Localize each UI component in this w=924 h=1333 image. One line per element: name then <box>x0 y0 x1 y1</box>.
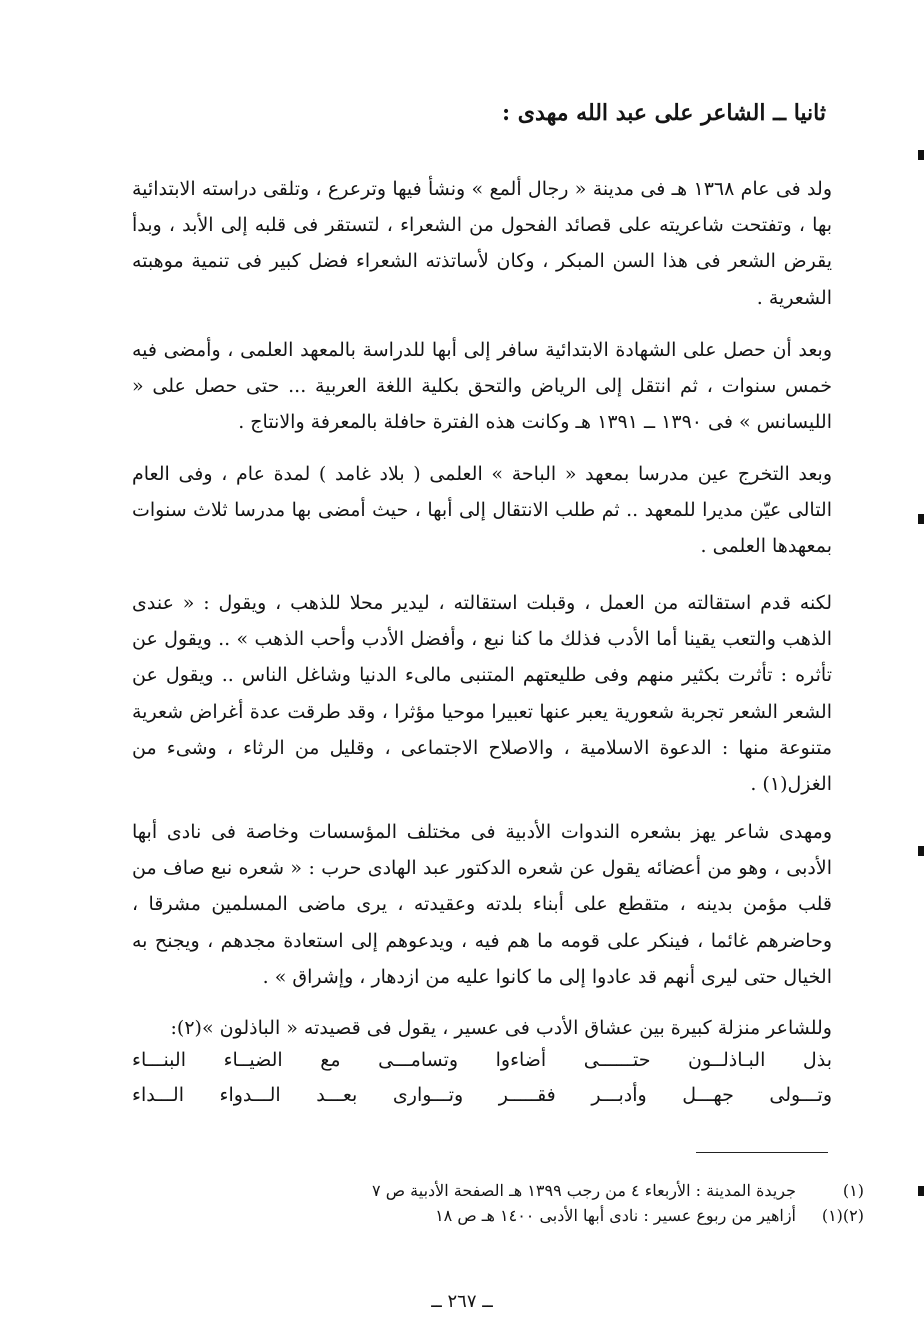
verse-word: وتسامـــى <box>378 1049 459 1071</box>
binding-mark <box>918 514 924 524</box>
paragraph-career: وبعد التخرج عين مدرسا بمعهد « الباحة » العلمى ( بلاد غامد ) لمدة عام ، وفى العام التالى عيّن مديرا للمعهد .. ثم طلب الانتقال إلى أبها ، حيث أمضى بها مدرسا ثلاث سنوات بمعهدها العلمى . <box>132 463 832 558</box>
verse-word: الـــدواء <box>219 1084 281 1106</box>
section-heading: ثانيا ــ الشاعر على عبد الله مهدى : <box>502 100 826 126</box>
binding-mark <box>918 150 924 160</box>
footnote-marker: (٢)(١) <box>821 1206 864 1225</box>
verse-word: فقـــــر <box>498 1084 556 1106</box>
verse-word: بذل <box>802 1049 832 1071</box>
footnote-text: أزاهير من ربوع عسير : نادى أبها الأدبى ١٤٠٠ هـ ص ١٨ <box>435 1206 796 1225</box>
verse-word: البـاذلــون <box>688 1049 766 1071</box>
verse-word: جهـــل <box>682 1084 734 1106</box>
verse-word: الـــداء <box>132 1084 184 1106</box>
footnote-1 <box>300 1178 864 1204</box>
verse-word: الضيــاء <box>223 1049 283 1071</box>
footnote-marker: (١) <box>842 1181 864 1200</box>
verse-word: بعـــد <box>316 1084 358 1106</box>
binding-mark <box>918 846 924 856</box>
paragraph-verse-intro: وللشاعر منزلة كبيرة بين عشاق الأدب فى عسير ، يقول فى قصيدته « الباذلون »(٢): <box>170 1017 832 1039</box>
verse-word: حتــــــى <box>583 1049 651 1071</box>
verse-line-2 <box>132 1077 832 1113</box>
verse-word: وأدبـــر <box>591 1084 647 1106</box>
paragraph-resignation: لكنه قدم استقالته من العمل ، وقبلت استقالته ، ليدير محلا للذهب ، ويقول : « عندى الذهب والتعب يقينا أما الأدب فذلك ما كنا نبع ، وأفضل الأدب وأحب الذهب » .. ويقول عن تأثره : تأثرت بكثير منهم وفى طليعتهم المتنبى مالىء الدنيا وشاغل الناس .. ويقول عن الشعر الشعر تجربة شعورية يعبر عنها تعبيرا موحيا مؤثرا ، وقد طرقت عدة أغراض شعرية متنوعة منها : الدعوة الاسلامية ، والاصلاح الاجتماعى ، وقليل من الرثاء ، وشىء من الغزل(١) . <box>132 592 832 796</box>
verse-word: مع <box>320 1049 341 1071</box>
verse-word: أضاءوا <box>495 1049 547 1071</box>
paragraph-critique: ومهدى شاعر يهز بشعره الندوات الأدبية فى مختلف المؤسسات وخاصة فى نادى أبها الأدبى ، وهو من أعضائه يقول عن شعره الدكتور عبد الهادى حرب : « شعره نبع صاف من قلب مؤمن بدينه ، متقطع على أبناء بلدته وعقيدته ، يرى ماضى المسلمين مشرقا ، وحاضرهم غائما ، فينكر على قومه ما هم فيه ، ويدعوهم إلى استعادة مجدهم ، ويجنح به الخيال حتى ليرى أنهم قد عادوا إلى ما كانوا عليه من ازدهار ، وإشراق » . <box>132 821 832 988</box>
binding-mark <box>918 1186 924 1196</box>
verse-word: وتـــولى <box>769 1084 832 1106</box>
page-number: ــ ٢٦٧ ــ <box>431 1291 493 1312</box>
footnote-2 <box>300 1203 864 1229</box>
verse-word: البنـــاء <box>132 1049 186 1071</box>
verse-line-1 <box>132 1042 832 1078</box>
footnote-text: جريدة المدينة : الأربعاء ٤ من رجب ١٣٩٩ هـ الصفحة الأدبية ص ٧ <box>372 1181 796 1200</box>
paragraph-education: وبعد أن حصل على الشهادة الابتدائية سافر إلى أبها للدراسة بالمعهد العلمى ، وأمضى فيه خمس سنوات ، ثم انتقل إلى الرياض والتحق بكلية اللغة العربية ... حتى حصل على « الليسانس » فى ١٣٩٠ ــ ١٣٩١ هـ وكانت هذه الفترة حافلة بالمعرفة والانتاج . <box>132 339 832 434</box>
footnote-divider <box>696 1152 828 1153</box>
verse-word: وتـــوارى <box>392 1084 464 1106</box>
paragraph-birth: ولد فى عام ١٣٦٨ هـ فى مدينة « رجال ألمع » ونشأ فيها وترعرع ، وتلقى دراسته الابتدائية بها ، وتفتحت شاعريته على قصائد الفحول من الشعراء ، لتستقر فى قلبه إلى الأبد ، وبدأ يقرض الشعر فى هذا السن المبكر ، وكان لأساتذته الشعراء فضل كبير فى تنمية موهبته الشعرية . <box>132 178 832 309</box>
